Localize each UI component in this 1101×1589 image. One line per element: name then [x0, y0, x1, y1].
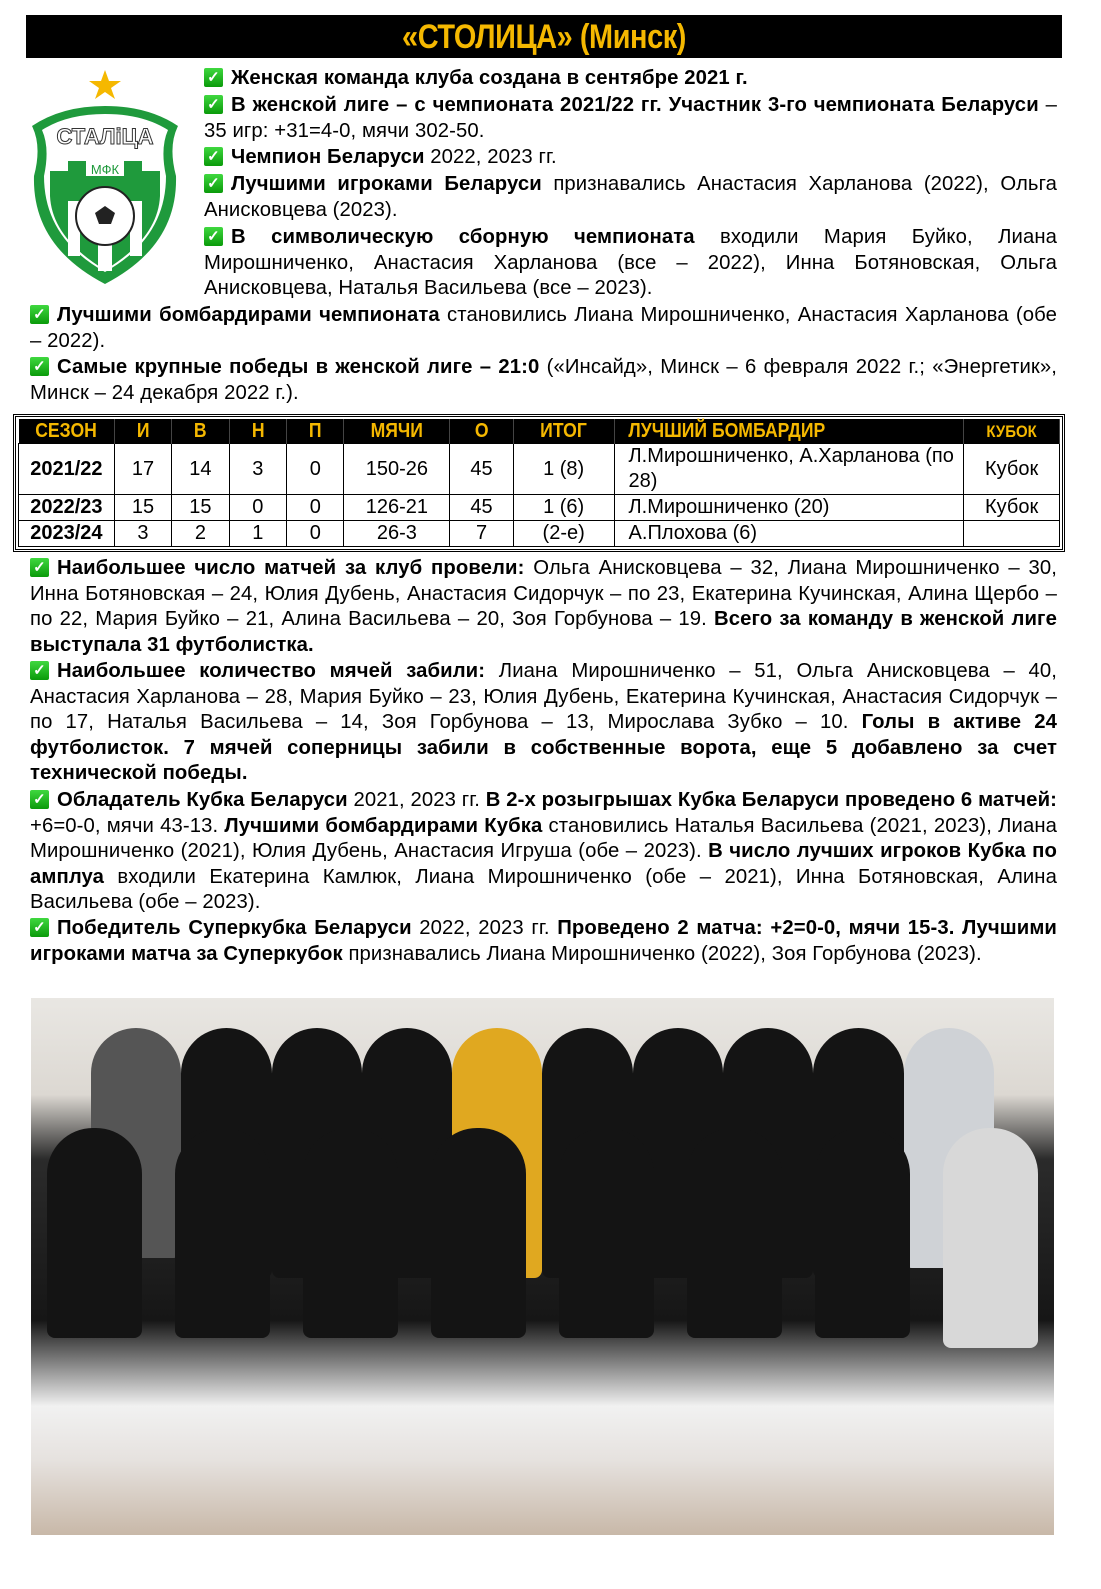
text: +6=0-0, мячи 43-13. [30, 814, 225, 837]
table-cell: 0 [287, 521, 344, 547]
bold-text: Всего за команду в женской лиге выступала 31 футболистка. [30, 608, 1057, 656]
table-row [19, 521, 1060, 547]
table-cell: 45 [450, 495, 513, 521]
column-header-label: КУБОК [986, 421, 1037, 441]
column-header [513, 419, 614, 444]
paragraph [204, 172, 1057, 223]
column-header [229, 419, 286, 444]
bold-text: Лучшими бомбардирами Кубка [224, 814, 543, 837]
text: признавались Анастасия Харланова (2022), Ольга Анисковцева (2023). [204, 173, 1058, 221]
paragraph [204, 66, 1057, 92]
bold-text: В символическую сборную чемпионата [231, 226, 695, 248]
paragraph [30, 303, 1057, 354]
bold-text: Проведено 2 матча: +2=0-0, мячи 15-3. Лучшими игроками матча за Суперкубок [30, 917, 1057, 965]
column-header [172, 419, 229, 444]
bold-text: Обладатель Кубка Беларуси [57, 789, 348, 811]
table-cell: 1 (8) [513, 444, 614, 495]
paragraph [30, 355, 1057, 406]
bold-text: В 2-х розыгрышах Кубка Беларуси проведено 6 матчей: [485, 789, 1057, 811]
text: входили Екатерина Камлюк, Лиана Мирошниченко (обе – 2021), Инна Ботяновская, Алина Васильева (обе – 2023). [30, 865, 1057, 913]
column-header [964, 419, 1060, 444]
text: – 35 игр: +31=4-0, мячи 302-50. [204, 94, 1057, 142]
svg-text:МФК: МФК [90, 162, 120, 177]
text: 2021, 2023 гг. [347, 789, 486, 811]
table-cell: 2022/23 [19, 495, 115, 521]
paragraph [30, 788, 1057, 916]
table-cell: Кубок [964, 495, 1060, 521]
bold-text: В число лучших игроков Кубка по амплуа [30, 840, 1057, 888]
table-cell: 26-3 [344, 521, 450, 547]
column-header-label: П [308, 419, 322, 442]
table-cell: 15 [172, 495, 229, 521]
table-cell: 3 [114, 521, 171, 547]
column-header-label: И [136, 419, 150, 442]
text: входили Мария Буйко, Лиана Мирошниченко, Анастасия Харланова (все – 2022), Инна Ботяновская, Ольга Анисковцева, Наталья Васильева (все – 2023). [204, 226, 1057, 299]
column-header [287, 419, 344, 444]
checkbox-icon: ✓ [30, 918, 49, 937]
column-header [19, 419, 115, 444]
column-header-label: О [474, 419, 489, 442]
table-cell: 15 [114, 495, 171, 521]
table-cell: 17 [114, 444, 171, 495]
paragraph [204, 225, 1057, 302]
column-header-label: ЛУЧШИЙ БОМБАРДИР [627, 419, 825, 442]
table-cell: 14 [172, 444, 229, 495]
checkbox-icon: ✓ [204, 147, 223, 166]
table-cell: (2-е) [513, 521, 614, 547]
bold-text: Лучшими бомбардирами чемпионата [57, 304, 440, 326]
column-header-label: Н [251, 419, 265, 442]
table-cell: 1 (6) [513, 495, 614, 521]
table-cell: 150-26 [344, 444, 450, 495]
table-row [19, 444, 1060, 495]
club-logo [28, 66, 183, 286]
bold-text: Женская команда клуба создана в сентябре 2021 г. [231, 67, 748, 89]
checkbox-icon: ✓ [204, 95, 223, 114]
svg-text:СТАЛіЦА: СТАЛіЦА [56, 124, 154, 149]
table-cell: 2 [172, 521, 229, 547]
checkbox-icon: ✓ [30, 305, 49, 324]
paragraph [30, 556, 1057, 658]
table-cell: 0 [287, 444, 344, 495]
page-title: «СТОЛИЦА» (Минск) [26, 15, 1062, 58]
table-cell: 126-21 [344, 495, 450, 521]
bold-text: Наибольшее количество мячей забили: [57, 660, 486, 682]
table-cell: 7 [450, 521, 513, 547]
paragraph [30, 916, 1057, 967]
table-cell: 3 [229, 444, 286, 495]
season-stats-table [13, 414, 1065, 552]
checkbox-icon: ✓ [204, 227, 223, 246]
table-cell: Л.Мирошниченко (20) [614, 495, 964, 521]
paragraph [30, 659, 1057, 787]
bold-text: Самые крупные победы в женской лиге – 21:0 [57, 356, 540, 378]
paragraph [204, 145, 1057, 171]
table-cell: 0 [229, 495, 286, 521]
checkbox-icon: ✓ [30, 661, 49, 680]
bold-text: Победитель Суперкубка Беларуси [57, 917, 412, 939]
text: признавались Лиана Мирошниченко (2022), Зоя Горбунова (2023). [342, 942, 982, 965]
column-header [344, 419, 450, 444]
text: 2022, 2023 гг. [411, 917, 558, 939]
table-cell: 2021/22 [19, 444, 115, 495]
bold-text: В женской лиге – с чемпионата 2021/22 гг. Участник 3-го чемпионата Беларуси [231, 94, 1039, 116]
checkbox-icon: ✓ [204, 174, 223, 193]
text: становились Лиана Мирошниченко, Анастасия Харланова (обе – 2022). [30, 304, 1057, 352]
column-header-label: ИТОГ [540, 419, 587, 442]
bold-text: Лучшими игроками Беларуси [231, 173, 542, 195]
checkbox-icon: ✓ [204, 68, 223, 87]
table-cell: 45 [450, 444, 513, 495]
table-row [19, 495, 1060, 521]
bold-text: Чемпион Беларуси [231, 146, 425, 168]
checkbox-icon: ✓ [30, 357, 49, 376]
checkbox-icon: ✓ [30, 558, 49, 577]
table-cell [964, 521, 1060, 547]
column-header-label: СЕЗОН [35, 419, 97, 442]
column-header [114, 419, 171, 444]
text: («Инсайд», Минск – 6 февраля 2022 г.; «Энергетик», Минск – 24 декабря 2022 г.). [30, 356, 1057, 404]
table-cell: А.Плохова (6) [614, 521, 964, 547]
text: становились Наталья Васильева (2021, 2023), Лиана Мирошниченко (2021), Юлия Дубень, Анастасия Игруша (обе – 2023). [30, 814, 1058, 862]
text: Ольга Анисковцева – 32, Лиана Мирошниченко – 30, Инна Ботяновская – 24, Юлия Дубень, Анастасия Сидорчук – по 23, Екатерина Кучинская, Алина Щербо – по 22, Мария Буйко – 21, Алина Васильева – 20, Зоя Горбунова – 19. [30, 557, 1057, 630]
checkbox-icon: ✓ [30, 790, 49, 809]
column-header [614, 419, 964, 444]
table-cell: Кубок [964, 444, 1060, 495]
table-cell: Л.Мирошниченко, А.Харланова (по 28) [614, 444, 964, 495]
text: 2022, 2023 гг. [424, 146, 557, 168]
table-cell: 2023/24 [19, 521, 115, 547]
column-header-label: В [194, 419, 207, 442]
bold-text: Голы в активе 24 футболисток. 7 мячей соперницы забили в собственные ворота, еще 5 добавлено за счет технической победы. [30, 711, 1057, 784]
table-cell: 0 [287, 495, 344, 521]
table-cell: 1 [229, 521, 286, 547]
column-header [450, 419, 513, 444]
team-photo [31, 998, 1054, 1535]
column-header-label: МЯЧИ [370, 419, 424, 442]
paragraph [204, 93, 1057, 144]
text: Лиана Мирошниченко – 51, Ольга Анисковцева – 40, Анастасия Харланова – 28, Мария Буйко – 23, Юлия Дубень, Екатерина Кучинская, Анастасия Сидорчук – по 17, Наталья Васильева – 14, Зоя Горбунова – 13, Мирослава Зубко – 10. [30, 660, 1057, 733]
bold-text: Наибольшее число матчей за клуб провели: [57, 557, 525, 579]
